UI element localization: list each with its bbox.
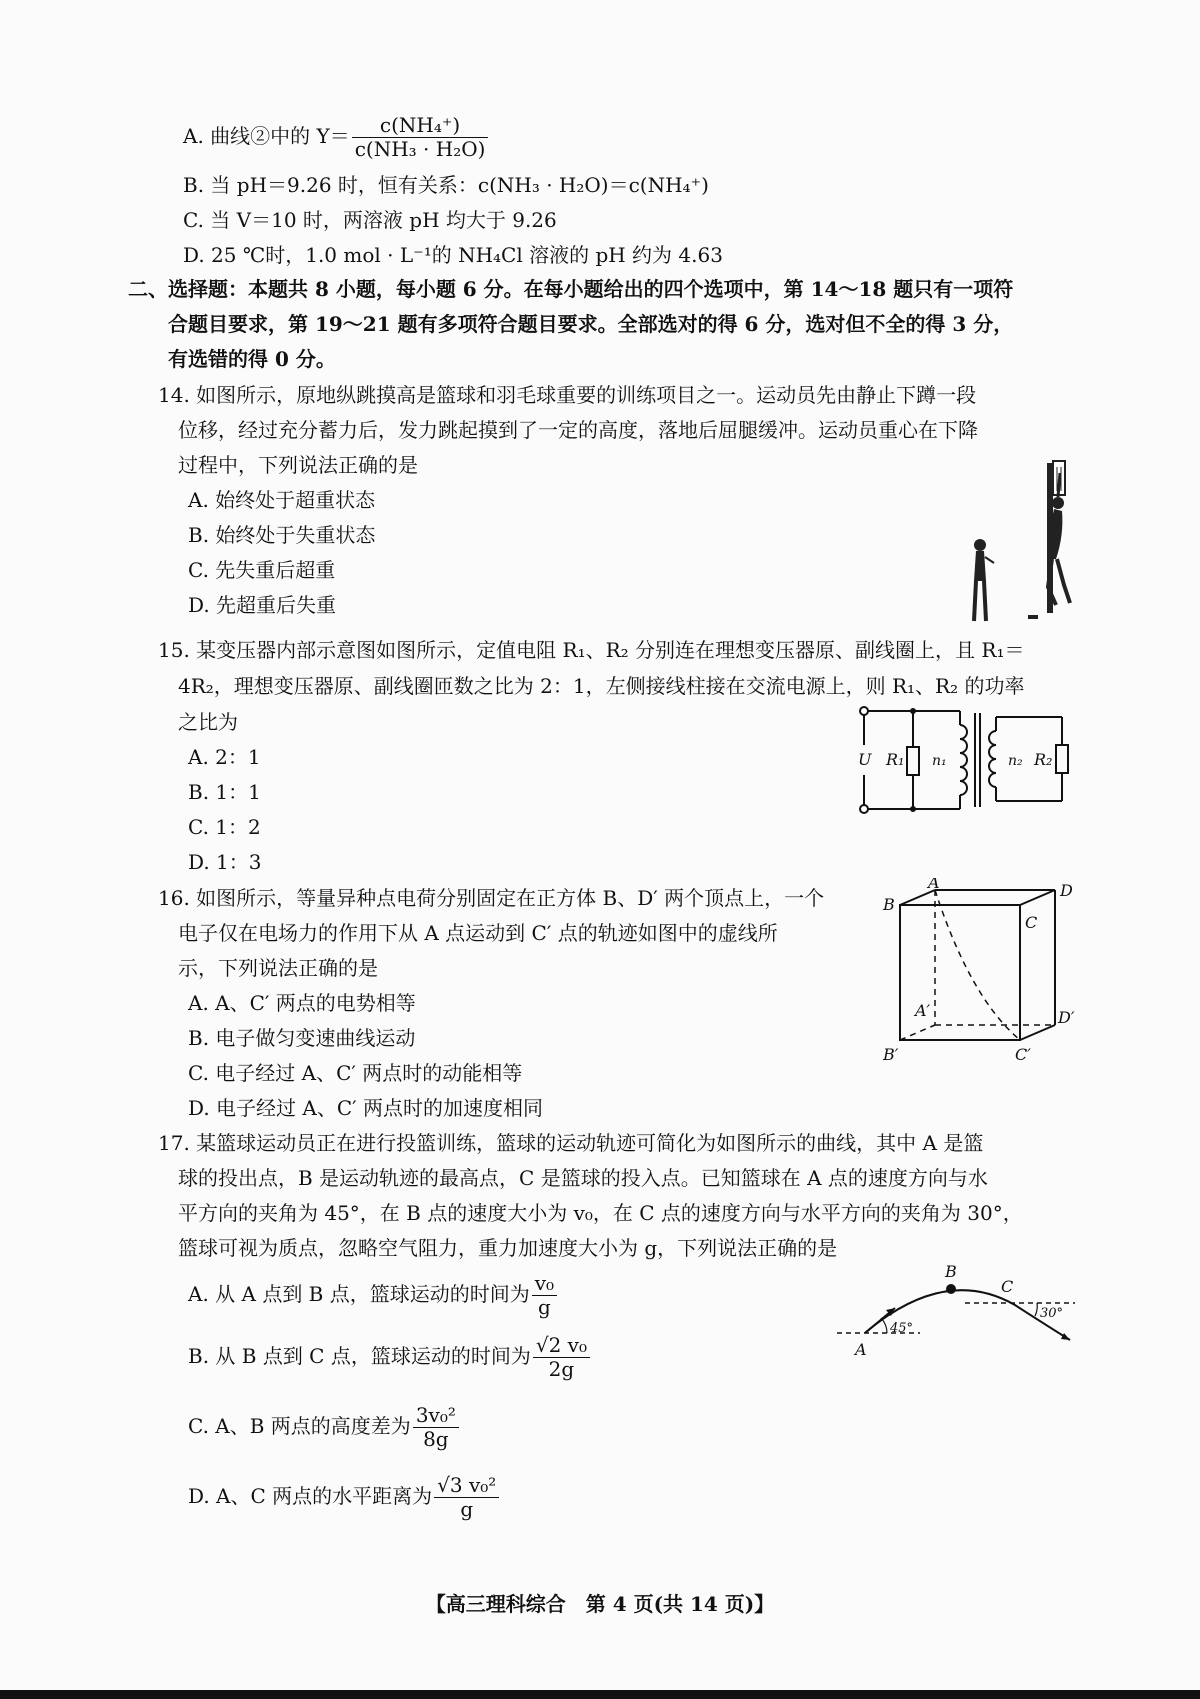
label-b: B [883, 895, 895, 914]
bottom-border [0, 1690, 1200, 1699]
label-n2: n₂ [1008, 753, 1023, 769]
q17-stem-line2: 球的投出点，B 是运动轨迹的最高点，C 是篮球的投入点。已知篮球在 A 点的速度方向与水 [178, 1166, 988, 1190]
q16-option-a: A. A、C′ 两点的电势相等 [188, 991, 416, 1015]
fraction-denominator: g [460, 1497, 474, 1521]
q14-stem-line2: 位移，经过充分蓄力后，发力跳起摸到了一定的高度，落地后屈腿缓冲。运动员重心在下降 [178, 418, 978, 442]
cube-diagram [875, 878, 1075, 1073]
q16-stem-line3: 示，下列说法正确的是 [178, 956, 378, 980]
q17-option-b [188, 1334, 592, 1381]
q17-option-c-fraction [413, 1404, 459, 1451]
q16-option-c: C. 电子经过 A、C′ 两点时的动能相等 [188, 1061, 523, 1085]
q14-option-a: A. 始终处于超重状态 [188, 488, 376, 512]
q14-stem-line1: 14. 如图所示，原地纵跳摸高是篮球和羽毛球重要的训练项目之一。运动员先由静止下蹲一段 [158, 383, 977, 407]
q14-option-c: C. 先失重后超重 [188, 558, 336, 582]
fraction-denominator: g [537, 1295, 551, 1319]
trajectory-diagram [835, 1260, 1075, 1360]
label-a: A [928, 878, 940, 892]
q13-option-a-fraction [352, 114, 489, 161]
q17-stem-line1: 17. 某篮球运动员正在进行投篮训练，篮球的运动轨迹可简化为如图所示的曲线，其中 A 是篮 [158, 1131, 984, 1155]
q15-option-d: D. 1：3 [188, 850, 262, 874]
label-u: U [858, 750, 872, 769]
q15-stem-line2: 4R₂，理想变压器原、副线圈匝数之比为 2：1，左侧接线柱接在交流电源上，则 R₁、R₂ 的功率 [178, 674, 1025, 698]
q17-option-d-fraction [434, 1474, 499, 1521]
q15-option-c: C. 1：2 [188, 815, 261, 839]
q17-option-a-fraction [532, 1272, 557, 1319]
fraction-numerator: c(NH₄⁺) [352, 114, 489, 138]
q17-option-c [188, 1404, 461, 1451]
label-d: D [1060, 881, 1073, 900]
fraction-denominator: c(NH₃ · H₂O) [354, 137, 486, 161]
q15-stem-line3: 之比为 [178, 710, 238, 734]
fraction-numerator: √3 v₀² [434, 1474, 499, 1498]
q17-option-a [188, 1272, 559, 1319]
label-d-prime: D′ [1058, 1008, 1075, 1027]
section2-instructions-line3: 有选错的得 0 分。 [168, 347, 336, 371]
label-b: B [945, 1262, 957, 1281]
q14-option-d: D. 先超重后失重 [188, 593, 337, 617]
q16-figure-cube [875, 878, 1075, 1078]
q15-option-a: A. 2：1 [188, 745, 261, 769]
q17-figure-trajectory [835, 1260, 1075, 1365]
q13-option-d: D. 25 ℃时，1.0 mol · L⁻¹的 NH₄Cl 溶液的 pH 约为 4.63 [183, 243, 723, 267]
label-b-prime: B′ [883, 1045, 899, 1064]
q16-stem-line1: 16. 如图所示，等量异种点电荷分别固定在正方体 B、D′ 两个顶点上，一个 [158, 886, 825, 910]
label-n1: n₁ [932, 753, 947, 769]
label-r1: R₁ [886, 750, 905, 769]
q17-option-b-fraction [533, 1334, 590, 1381]
q17-option-d [188, 1474, 501, 1521]
page-footer: 【高三理科综合 第 4 页(共 14 页)】 [425, 1592, 775, 1616]
q17-stem-line4: 篮球可视为质点，忽略空气阻力，重力加速度大小为 g，下列说法正确的是 [178, 1236, 838, 1260]
label-c: C [1001, 1277, 1014, 1296]
transformer-circuit [850, 705, 1080, 815]
section2-instructions-line2: 合题目要求，第 19～21 题有多项符合题目要求。全部选对的得 6 分，选对但不全的得 3 分， [168, 312, 1014, 336]
q17-option-c-prefix: C. A、B 两点的高度差为 [188, 1414, 411, 1438]
fraction-numerator: v₀ [532, 1272, 557, 1296]
fraction-denominator: 2g [548, 1357, 575, 1381]
fraction-numerator: 3v₀² [413, 1404, 459, 1428]
label-a: A [855, 1340, 867, 1359]
q17-option-b-prefix: B. 从 B 点到 C 点，篮球运动的时间为 [188, 1344, 531, 1368]
q16-option-d: D. 电子经过 A、C′ 两点时的加速度相同 [188, 1096, 544, 1120]
q17-stem-line3: 平方向的夹角为 45°，在 B 点的速度大小为 v₀，在 C 点的速度方向与水平方向的夹角为 30°， [178, 1201, 1023, 1225]
section2-instructions-line1: 二、选择题：本题共 8 小题，每小题 6 分。在每小题给出的四个选项中，第 14～18 题只有一项符 [128, 277, 1014, 301]
q14-stem-line3: 过程中，下列说法正确的是 [178, 453, 418, 477]
q13-option-c: C. 当 V＝10 时，两溶液 pH 均大于 9.26 [183, 208, 557, 232]
label-c: C [1025, 913, 1038, 932]
q14-option-b: B. 始终处于失重状态 [188, 523, 376, 547]
q17-option-a-prefix: A. 从 A 点到 B 点，篮球运动的时间为 [188, 1282, 530, 1306]
label-c-prime: C′ [1015, 1045, 1031, 1064]
q15-figure-transformer [850, 705, 1080, 820]
q13-option-a [183, 114, 490, 161]
fraction-numerator: √2 v₀ [533, 1334, 590, 1358]
label-angle-45: 45° [890, 1321, 914, 1336]
q13-option-b: B. 当 pH＝9.26 时，恒有关系：c(NH₃ · H₂O)＝c(NH₄⁺) [183, 173, 709, 197]
q16-option-b: B. 电子做匀变速曲线运动 [188, 1026, 416, 1050]
q15-option-b: B. 1：1 [188, 780, 261, 804]
label-a-prime: A′ [915, 1001, 931, 1020]
label-angle-30: 30° [1040, 1306, 1064, 1321]
q14-figure-jump [960, 455, 1080, 630]
q13-option-a-prefix: A. 曲线②中的 Y＝ [183, 124, 350, 148]
label-r2: R₂ [1034, 750, 1053, 769]
q17-option-d-prefix: D. A、C 两点的水平距离为 [188, 1484, 433, 1508]
q16-stem-line2: 电子仅在电场力的作用下从 A 点运动到 C′ 点的轨迹如图中的虚线所 [178, 921, 778, 945]
jump-illustration [960, 455, 1080, 625]
fraction-denominator: 8g [423, 1427, 449, 1451]
q15-stem-line1: 15. 某变压器内部示意图如图所示，定值电阻 R₁、R₂ 分别连在理想变压器原、副线圈上，且 R₁＝ [158, 638, 1025, 662]
